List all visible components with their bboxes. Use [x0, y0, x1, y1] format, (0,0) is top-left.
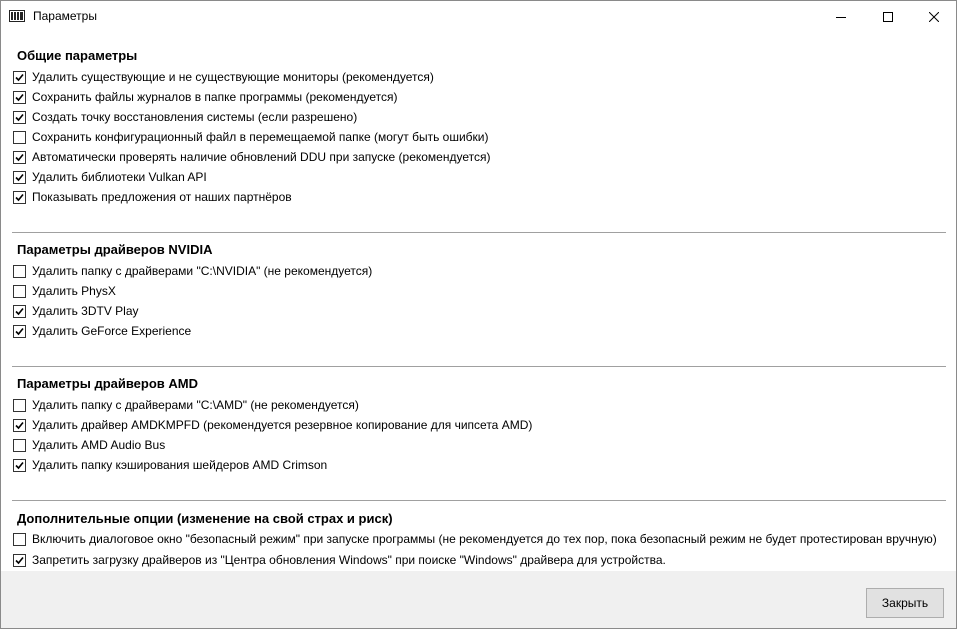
- option-general-5[interactable]: [13, 169, 207, 185]
- checkbox[interactable]: [13, 533, 26, 546]
- title-bar: [1, 1, 956, 32]
- checkbox[interactable]: [13, 191, 26, 204]
- checkbox[interactable]: [13, 325, 26, 338]
- checkbox[interactable]: [13, 439, 26, 452]
- option-nvidia-2[interactable]: [13, 303, 139, 319]
- option-label: Удалить папку с драйверами "C:\AMD" (не рекомендуется): [32, 398, 359, 412]
- checkbox[interactable]: [13, 419, 26, 432]
- checkmark-icon: [14, 152, 25, 163]
- section-title-general: Общие параметры: [17, 48, 138, 63]
- checkbox[interactable]: [13, 131, 26, 144]
- checkmark-icon: [14, 172, 25, 183]
- option-label: Создать точку восстановления системы (если разрешено): [32, 110, 358, 124]
- section-title-nvidia: Параметры драйверов NVIDIA: [17, 242, 213, 257]
- checkmark-icon: [14, 326, 25, 337]
- checkmark-icon: [14, 306, 25, 317]
- option-general-6[interactable]: [13, 189, 292, 205]
- option-nvidia-0[interactable]: [13, 263, 372, 279]
- checkmark-icon: [14, 112, 25, 123]
- checkbox[interactable]: [13, 399, 26, 412]
- option-label: Удалить существующие и не существующие мониторы (рекомендуется): [32, 70, 434, 84]
- checkbox[interactable]: [13, 285, 26, 298]
- checkmark-icon: [14, 420, 25, 431]
- option-advanced-1[interactable]: [13, 552, 666, 568]
- option-amd-1[interactable]: [13, 417, 532, 433]
- option-nvidia-3[interactable]: [13, 323, 191, 339]
- app-icon: [9, 10, 25, 22]
- option-label: Удалить PhysX: [32, 284, 116, 298]
- checkmark-icon: [14, 72, 25, 83]
- checkbox[interactable]: [13, 71, 26, 84]
- maximize-button[interactable]: [865, 1, 911, 32]
- maximize-icon: [883, 12, 893, 22]
- option-label: Удалить папку с драйверами "C:\NVIDIA" (не рекомендуется): [32, 264, 373, 278]
- option-label: Удалить драйвер AMDKMPFD (рекомендуется резервное копирование для чипсета AMD): [32, 418, 533, 432]
- option-label: Показывать предложения от наших партнёров: [32, 190, 292, 204]
- option-amd-2[interactable]: [13, 437, 165, 453]
- checkbox[interactable]: [13, 151, 26, 164]
- option-label: Включить диалоговое окно "безопасный режим" при запуске программы (не рекомендуется до тех пор, пока безопасный режим не будет протестирован вручную): [32, 532, 937, 546]
- option-general-2[interactable]: [13, 109, 357, 125]
- checkbox[interactable]: [13, 91, 26, 104]
- option-general-1[interactable]: [13, 89, 397, 105]
- section-title-amd: Параметры драйверов AMD: [17, 376, 198, 391]
- option-label: Автоматически проверять наличие обновлений DDU при запуске (рекомендуется): [32, 150, 491, 164]
- settings-content: [1, 32, 956, 570]
- checkbox[interactable]: [13, 111, 26, 124]
- option-label: Удалить библиотеки Vulkan API: [32, 170, 207, 184]
- dialog-footer: [1, 571, 956, 628]
- minimize-button[interactable]: [818, 1, 864, 32]
- separator: [12, 366, 946, 368]
- option-general-0[interactable]: [13, 69, 434, 85]
- option-label: Удалить AMD Audio Bus: [32, 438, 166, 452]
- window-title: Параметры: [33, 9, 97, 23]
- checkbox[interactable]: [13, 554, 26, 567]
- section-title-advanced: Дополнительные опции (изменение на свой страх и риск): [17, 511, 393, 526]
- option-nvidia-1[interactable]: [13, 283, 116, 299]
- option-amd-3[interactable]: [13, 457, 327, 473]
- checkmark-icon: [14, 555, 25, 566]
- checkmark-icon: [14, 92, 25, 103]
- close-window-button[interactable]: [911, 1, 957, 32]
- option-general-4[interactable]: [13, 149, 490, 165]
- close-icon: [929, 12, 939, 22]
- option-label: Удалить папку кэширования шейдеров AMD Crimson: [32, 458, 328, 472]
- checkbox[interactable]: [13, 171, 26, 184]
- checkbox[interactable]: [13, 305, 26, 318]
- option-advanced-0[interactable]: [13, 531, 937, 547]
- option-amd-0[interactable]: [13, 397, 359, 413]
- option-label: Сохранить конфигурационный файл в перемещаемой папке (могут быть ошибки): [32, 130, 489, 144]
- separator: [12, 500, 946, 502]
- option-general-3[interactable]: [13, 129, 489, 145]
- separator: [12, 232, 946, 234]
- checkmark-icon: [14, 192, 25, 203]
- option-label: Удалить GeForce Experience: [32, 324, 192, 338]
- option-label: Запретить загрузку драйверов из "Центра обновления Windows" при поиске "Windows" драйвера для устройства.: [32, 553, 666, 567]
- minimize-icon: [836, 12, 846, 22]
- option-label: Сохранить файлы журналов в папке программы (рекомендуется): [32, 90, 398, 104]
- close-button[interactable]: Закрыть: [866, 588, 944, 618]
- option-label: Удалить 3DTV Play: [32, 304, 139, 318]
- checkbox[interactable]: [13, 265, 26, 278]
- checkmark-icon: [14, 460, 25, 471]
- checkbox[interactable]: [13, 459, 26, 472]
